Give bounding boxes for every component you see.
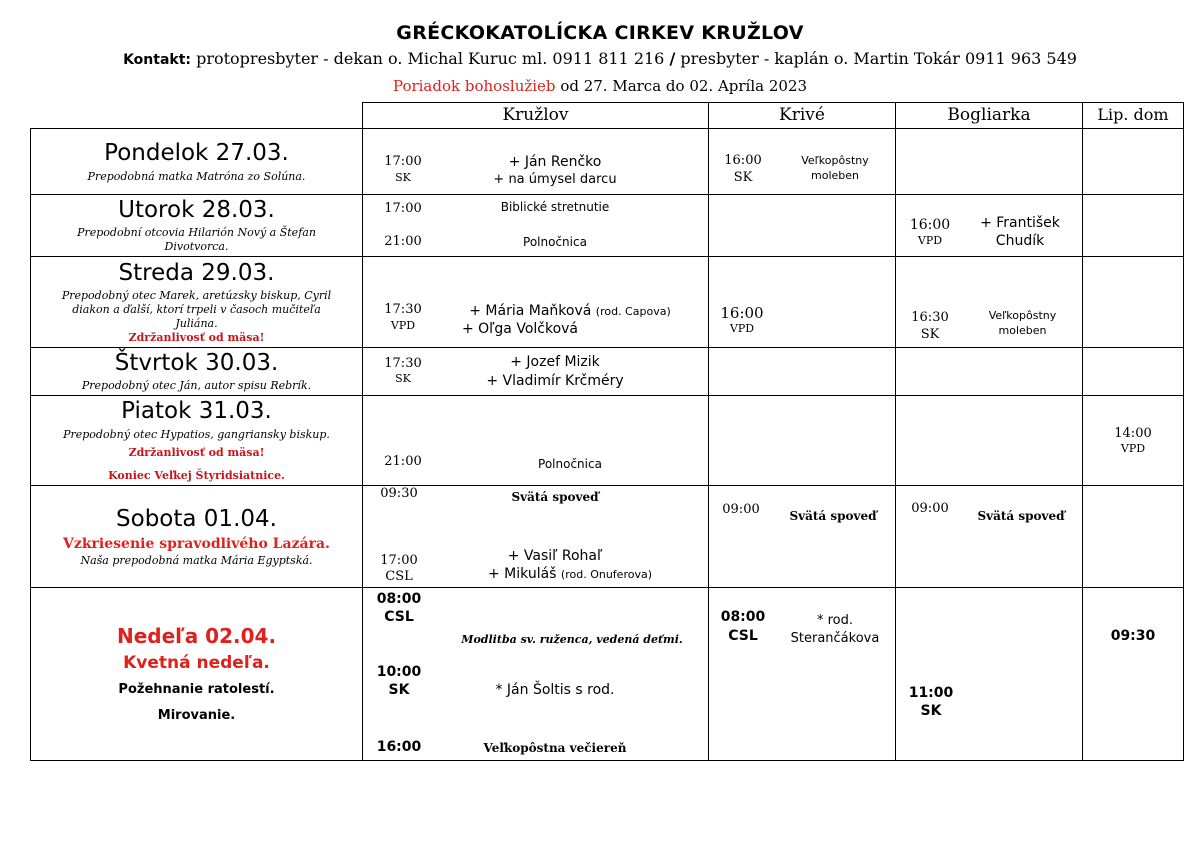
schedule-period [0, 77, 1200, 95]
day-cell-sun [30, 587, 363, 761]
cell-sun-bogliarka [895, 587, 1083, 761]
cell-wed-lipdom [1082, 256, 1184, 348]
cell-fri-kruzlov [362, 395, 709, 486]
cell-sat-krive [708, 485, 896, 588]
contact-dean: protopresbyter - dekan o. Michal Kuruc ml. 0911 811 216 [196, 49, 665, 68]
schedule-label: Poriadok bohoslužieb [392, 77, 556, 95]
day-name-mon: Pondelok 27.03. [104, 140, 289, 166]
text-fri-kruzlov: Polnočnica [538, 457, 602, 471]
time-sat-krive: 09:00 [722, 502, 760, 517]
day-saint-sat: Naša prepodobná matka Mária Egyptská. [80, 554, 313, 567]
intention-wed-1-note: (rod. Capova) [595, 305, 671, 318]
cell-thu-lipdom [1082, 347, 1184, 396]
cell-fri-bogliarka [895, 395, 1083, 486]
intention-tue-2: Chudík [995, 233, 1045, 249]
cell-tue-krive [708, 194, 896, 257]
time-fri-kruzlov: 21:00 [384, 454, 422, 469]
intention-sat-2-name: + Mikuláš [488, 566, 557, 582]
col-label-kruzlov: Kružlov [502, 105, 569, 125]
lang-sun-bogliarka: SK [920, 703, 942, 719]
text-sun-kruzlov-3: Veľkopôstna večiereň [483, 741, 627, 755]
time-tue-bogliarka: 16:00 [909, 217, 951, 233]
lang-thu-kruzlov: SK [395, 372, 411, 385]
time-sun-kruzlov-1: 08:00 [376, 591, 422, 607]
feast-sun: Kvetná nedeľa. [123, 653, 270, 673]
col-label-bogliarka: Bogliarka [947, 105, 1031, 125]
day-name-sat: Sobota 01.04. [116, 506, 277, 532]
lang-tue-bogliarka: VPD [917, 234, 943, 247]
time-sat-kruzlov-1: 09:30 [380, 486, 418, 501]
day-saint-fri: Prepodobný otec Hypatios, gangriansky biskup. [63, 428, 330, 441]
fast-notice-wed: Zdržanlivosť od mäsa! [128, 331, 265, 344]
sun-line-1: Požehnanie ratolestí. [118, 682, 275, 697]
text-sat-kruzlov-1: Svätá spoveď [511, 490, 599, 504]
feast-sat: Vzkriesenie spravodlivého Lazára. [63, 536, 330, 552]
cell-mon-lipdom [1082, 128, 1184, 195]
cell-sun-lipdom [1082, 587, 1184, 761]
time-sun-lipdom: 09:30 [1110, 628, 1156, 644]
contact-label: Kontakt: [123, 52, 191, 68]
text-sat-krive: Svätá spoveď [789, 509, 877, 523]
cell-mon-bogliarka [895, 128, 1083, 195]
day-saint-wed-2: diakon a ďalší, ktorí trpeli v časoch mučiteľa [72, 303, 321, 316]
text-sat-bogliarka: Svätá spoveď [977, 509, 1065, 523]
intention-wed-1 [440, 303, 700, 319]
time-sun-kruzlov-3: 16:00 [376, 739, 422, 755]
intention-sat-2-note: (rod. Onuferova) [560, 568, 652, 581]
intention-thu-2: + Vladimír Krčméry [486, 373, 624, 389]
lang-sat-kruzlov-2: CSL [385, 569, 413, 584]
day-saint-thu: Prepodobný otec Ján, autor spisu Rebrík. [81, 379, 312, 392]
time-mon-krive: 16:00 [724, 153, 762, 168]
cell-fri-krive [708, 395, 896, 486]
lang-wed-kruzlov: VPD [390, 319, 416, 332]
text-wed-bogliarka-1: Veľkopôstny [988, 309, 1057, 322]
day-saint-wed-3: Juliána. [175, 317, 218, 330]
text-sun-kruzlov-2: * Ján Šoltis s rod. [495, 682, 615, 698]
cell-thu-krive [708, 347, 896, 396]
day-saint-tue-2: Divotvorca. [164, 240, 229, 253]
intention-mon-2: + na úmysel darcu [493, 172, 617, 187]
time-wed-bogliarka: 16:30 [911, 310, 949, 325]
end-of-lent-notice: Koniec Veľkej Štyridsiatnice. [108, 469, 285, 482]
lang-wed-bogliarka: SK [920, 327, 940, 342]
intention-wed-1-name: + Mária Maňková [469, 303, 592, 319]
cell-sat-lipdom [1082, 485, 1184, 588]
contact-chaplain: presbyter - kaplán o. Martin Tokár 0911 963 549 [680, 49, 1077, 68]
intention-tue-1: + František [980, 215, 1060, 231]
col-label-lipdom: Lip. dom [1097, 105, 1169, 124]
time-wed-kruzlov: 17:30 [384, 302, 422, 317]
text-mon-krive-2: moleben [811, 169, 859, 182]
day-saint-mon: Prepodobná matka Matróna zo Solúna. [87, 170, 306, 183]
text-sun-krive-2: Sterančákova [790, 631, 880, 646]
time-tue-kruzlov-2: 21:00 [384, 234, 422, 249]
day-saint-wed-1: Prepodobný otec Marek, aretúzsky biskup, Cyril [61, 289, 332, 302]
time-sun-bogliarka: 11:00 [908, 685, 954, 701]
time-tue-kruzlov-1: 17:00 [384, 201, 422, 216]
text-sun-kruzlov-1: Modlitba sv. ruženca, vedená deťmi. [461, 633, 683, 646]
lang-sun-krive: CSL [728, 628, 758, 644]
lang-fri-lipdom: VPD [1120, 442, 1146, 455]
cell-tue-lipdom [1082, 194, 1184, 257]
intention-mon-1: + Ján Renčko [508, 154, 602, 170]
intention-wed-2: + Oľga Volčková [461, 321, 579, 337]
time-wed-krive: 16:00 [720, 304, 764, 322]
text-tue-kruzlov-2: Polnočnica [523, 235, 587, 249]
cell-thu-bogliarka [895, 347, 1083, 396]
text-wed-bogliarka-2: moleben [998, 324, 1047, 337]
day-name-fri: Piatok 31.03. [121, 398, 272, 424]
schedule-dates: od 27. Marca do 02. Apríla 2023 [560, 77, 808, 95]
intention-thu-1: + Jozef Mizik [510, 354, 600, 370]
time-fri-lipdom: 14:00 [1114, 426, 1152, 441]
lang-mon-kruzlov: SK [395, 171, 411, 184]
time-thu-kruzlov: 17:30 [384, 356, 422, 371]
time-sat-kruzlov-2: 17:00 [380, 553, 418, 568]
text-tue-kruzlov-1: Biblické stretnutie [500, 200, 610, 214]
lang-wed-krive: VPD [729, 322, 755, 335]
intention-sat-2 [440, 566, 700, 582]
contact-separator: / [669, 49, 676, 68]
lang-sun-kruzlov-1: CSL [384, 609, 414, 625]
text-sun-krive-1: * rod. [816, 613, 854, 628]
day-name-thu: Štvrtok 30.03. [114, 350, 279, 376]
day-name-wed: Streda 29.03. [118, 260, 275, 286]
contact-line [0, 49, 1200, 68]
day-saint-tue-1: Prepodobní otcovia Hilarión Nový a Štefan [77, 226, 316, 239]
page-title: GRÉCKOKATOLÍCKA CIRKEV KRUŽLOV [396, 22, 804, 44]
time-mon-kruzlov: 17:00 [384, 154, 422, 169]
time-sat-bogliarka: 09:00 [911, 501, 949, 516]
intention-sat-1: + Vasiľ Rohaľ [507, 548, 603, 564]
time-sun-krive: 08:00 [720, 609, 766, 625]
day-name-tue: Utorok 28.03. [118, 197, 275, 223]
lang-sun-kruzlov-2: SK [388, 682, 410, 698]
lang-mon-krive: SK [733, 170, 753, 185]
col-label-krive: Krivé [779, 105, 825, 125]
text-mon-krive-1: Veľkopôstny [801, 154, 869, 167]
day-name-sun: Nedeľa 02.04. [116, 624, 277, 648]
fast-notice-fri: Zdržanlivosť od mäsa! [128, 446, 265, 459]
time-sun-kruzlov-2: 10:00 [376, 664, 422, 680]
sun-line-2: Mirovanie. [157, 708, 236, 723]
